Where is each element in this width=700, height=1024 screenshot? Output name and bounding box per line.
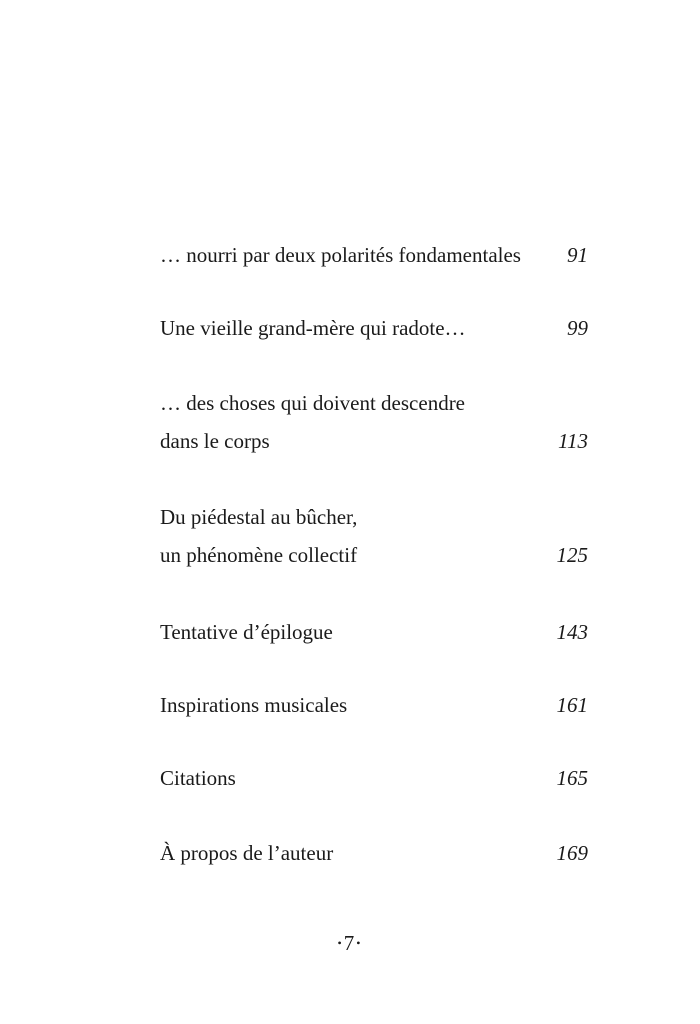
toc-entry-title	[160, 613, 588, 651]
toc-entry	[160, 498, 588, 574]
toc-entry-page-number: 113	[558, 429, 588, 453]
toc-entry-page-number: 161	[556, 693, 588, 717]
toc-entry-title-line: … des choses qui doivent descendre	[160, 391, 466, 415]
toc-entry-title-line: À propos de l’auteur	[160, 841, 334, 865]
toc-entry-page-number: 143	[556, 620, 588, 644]
toc-entry-title-line: Citations	[160, 766, 236, 790]
toc-entry-title-line: un phénomène collectif	[160, 543, 358, 567]
folio-ornament-right: •	[356, 936, 363, 950]
toc-entry-title	[160, 686, 588, 724]
toc-entry-title	[160, 498, 588, 574]
toc-entry	[160, 686, 588, 724]
toc-entry	[160, 759, 588, 797]
folio-ornament-left: •	[337, 936, 344, 950]
toc-entry-page-number: 125	[556, 543, 588, 567]
toc-entry-page-number: 169	[556, 841, 588, 865]
toc-entry-title-line: … nourri par deux polarités fondamentales	[160, 243, 521, 267]
toc-entry	[160, 236, 588, 274]
toc-entry-title	[160, 834, 588, 872]
toc-entry-title	[160, 384, 588, 460]
toc-entry-page-number: 99	[567, 316, 588, 340]
toc-entry-title	[160, 309, 588, 347]
toc-entry	[160, 613, 588, 651]
toc-entry-title	[160, 759, 588, 797]
toc-entry-title-line: Inspirations musicales	[160, 693, 348, 717]
toc-entry-title-line: Tentative d’épilogue	[160, 620, 333, 644]
toc-entry	[160, 384, 588, 460]
toc-entry-page-number: 165	[556, 766, 588, 790]
toc-entry	[160, 309, 588, 347]
folio-page-number: 7	[343, 931, 357, 955]
toc-entry-title-line: dans le corps	[160, 429, 270, 453]
toc-entry-title	[160, 236, 588, 274]
toc-entry	[160, 834, 588, 872]
toc-entry-page-number: 91	[567, 243, 588, 267]
page-folio	[0, 926, 700, 960]
toc-entry-title-line: Du piédestal au bûcher,	[160, 505, 358, 529]
toc-entry-title-line: Une vieille grand-mère qui radote…	[160, 316, 466, 340]
